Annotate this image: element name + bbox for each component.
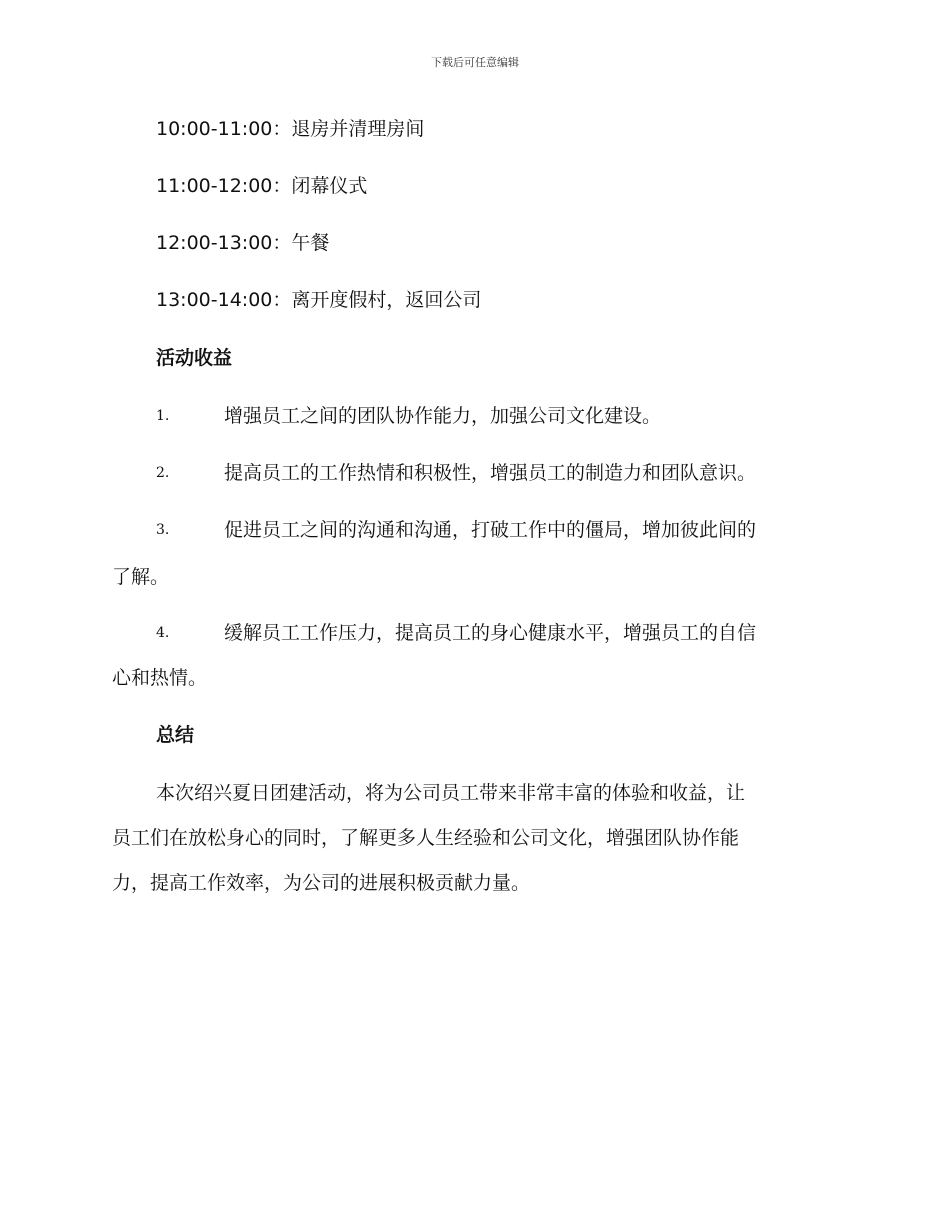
schedule-item: 13:00-14:00：离开度假村，返回公司: [156, 289, 482, 311]
list-item-text: 促进员工之间的沟通和沟通，打破工作中的僵局，增加彼此间的: [224, 519, 757, 541]
schedule-item: 10:00-11:00：退房并清理房间: [156, 118, 425, 140]
page-header-note: 下载后可任意编辑: [431, 56, 519, 69]
list-item-number: 1.: [156, 408, 170, 424]
summary-paragraph-line: 员工们在放松身心的同时，了解更多人生经验和公司文化，增强团队协作能: [112, 827, 740, 849]
list-item-number: 2.: [156, 465, 170, 481]
list-item-continuation: 了解。: [112, 566, 170, 588]
list-item-text: 缓解员工工作压力，提高员工的身心健康水平，增强员工的自信: [224, 622, 757, 644]
schedule-item: 11:00-12:00：闭幕仪式: [156, 175, 368, 197]
benefits-heading: 活动收益: [156, 347, 233, 369]
summary-heading: 总结: [156, 724, 195, 746]
list-item-number: 3.: [156, 522, 170, 538]
list-item-continuation: 心和热情。: [112, 667, 208, 689]
list-item-number: 4.: [156, 625, 170, 641]
schedule-item: 12:00-13:00：午餐: [156, 232, 330, 254]
summary-paragraph-line: 本次绍兴夏日团建活动，将为公司员工带来非常丰富的体验和收益，让: [156, 782, 746, 804]
summary-paragraph-line: 力，提高工作效率，为公司的进展积极贡献力量。: [112, 872, 531, 894]
list-item-text: 提高员工的工作热情和积极性，增强员工的制造力和团队意识。: [224, 462, 757, 484]
list-item-text: 增强员工之间的团队协作能力，加强公司文化建设。: [224, 405, 662, 427]
